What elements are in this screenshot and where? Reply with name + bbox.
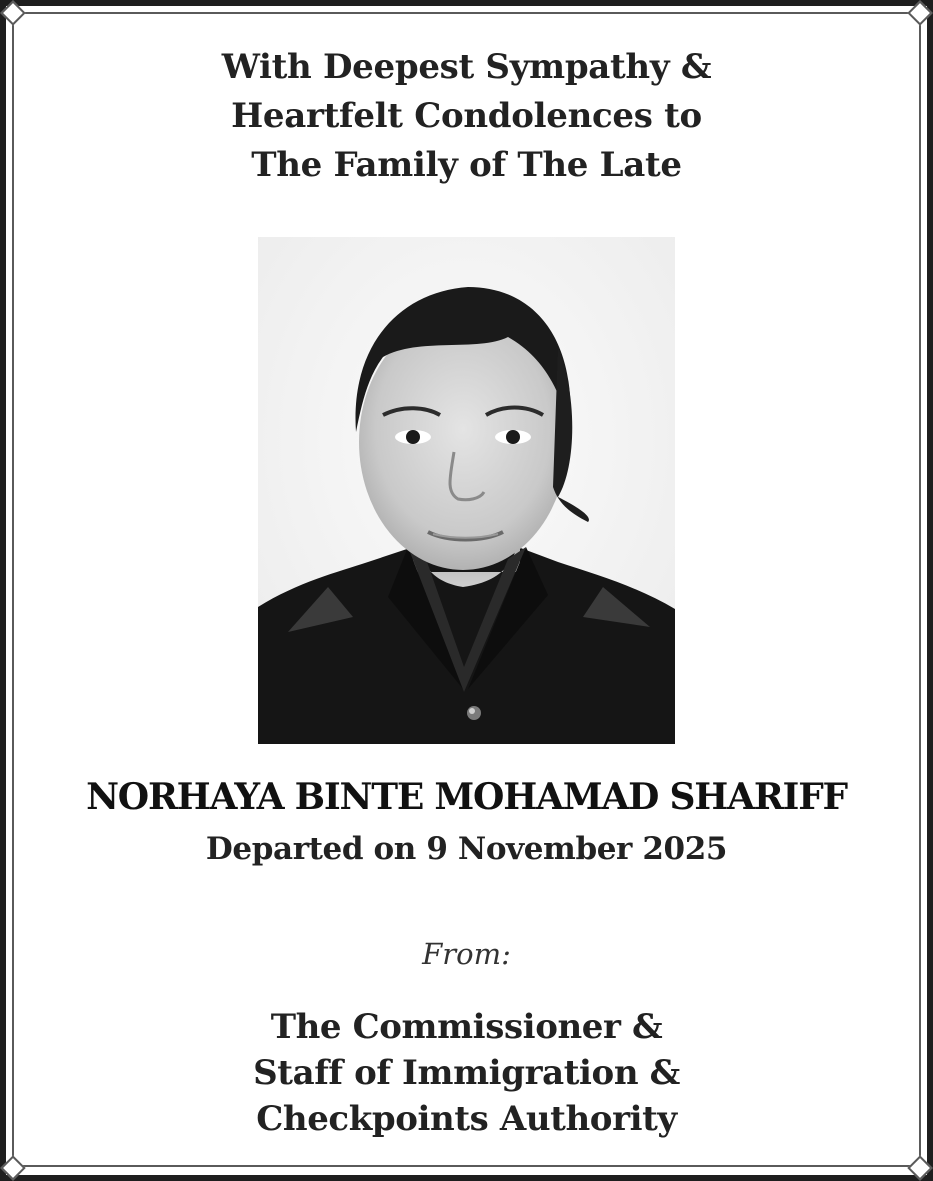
- condolence-heading: [0, 43, 933, 190]
- sender-line-2: Staff of Immigration &: [253, 1053, 680, 1093]
- heading-line-2: Heartfelt Condolences to: [231, 96, 702, 136]
- sender-line-3: Checkpoints Authority: [256, 1099, 677, 1139]
- from-label: From:: [422, 937, 511, 971]
- departed-date: Departed on 9 November 2025: [205, 831, 728, 867]
- deceased-name: NORHAYA BINTE MOHAMAD SHARIFF: [86, 776, 847, 818]
- heading-line-3: The Family of The Late: [251, 145, 682, 185]
- heading-line-1: With Deepest Sympathy &: [221, 47, 712, 87]
- sender-block: [0, 1004, 933, 1142]
- sender-line-1: The Commissioner &: [270, 1007, 663, 1047]
- portrait-photo: [258, 237, 675, 744]
